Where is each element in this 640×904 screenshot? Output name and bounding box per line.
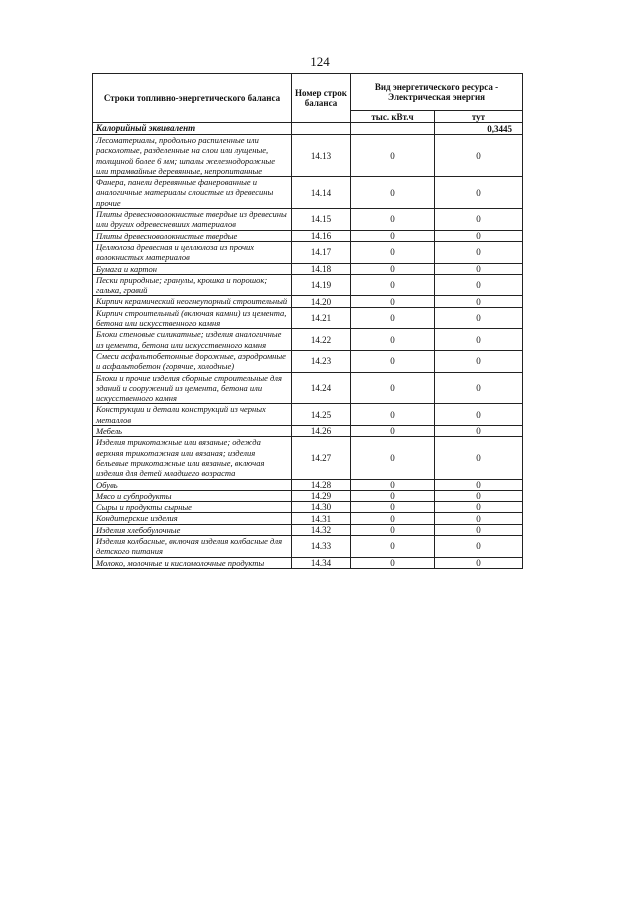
row-code: 14.31 — [292, 513, 351, 524]
table-row — [93, 350, 523, 372]
row-name: Плиты древесноволокнистые твердые — [93, 230, 292, 241]
row-code: 14.25 — [292, 404, 351, 426]
row-name: Сыры и продукты сырные — [93, 502, 292, 513]
row-code: 14.24 — [292, 372, 351, 404]
row-name: Мясо и субпродукты — [93, 490, 292, 501]
table-row — [93, 329, 523, 351]
header-row-name: Строки топливно-энергетического баланса — [93, 74, 292, 123]
table-row — [93, 513, 523, 524]
row-code: 14.16 — [292, 230, 351, 241]
table-row — [93, 274, 523, 296]
row-value-tut: 0 — [435, 479, 523, 490]
row-value-tut: 0 — [435, 372, 523, 404]
table-row — [93, 437, 523, 479]
row-code: 14.33 — [292, 535, 351, 557]
calorific-label: Калорийный эквивалент — [93, 123, 292, 135]
row-name: Кирпич керамический неогнеупорный строительный — [93, 296, 292, 307]
row-value-tut: 0 — [435, 307, 523, 329]
row-value-kwh: 0 — [351, 490, 435, 501]
row-value-tut: 0 — [435, 296, 523, 307]
table-row — [93, 296, 523, 307]
row-code: 14.17 — [292, 241, 351, 263]
table-row — [93, 426, 523, 437]
row-name: Блоки и прочие изделия сборные строительные для зданий и сооружений из цемента, бетона или искусственного камня — [93, 372, 292, 404]
row-value-tut: 0 — [435, 557, 523, 568]
row-code: 14.30 — [292, 502, 351, 513]
row-value-tut: 0 — [435, 513, 523, 524]
row-name: Фанера, панели деревянные фанерованные и аналогичные материалы слоистые из древесины прочие — [93, 177, 292, 209]
row-value-tut: 0 — [435, 426, 523, 437]
calorific-tut: 0,3445 — [435, 123, 523, 135]
row-code: 14.15 — [292, 209, 351, 231]
row-name: Конструкции и детали конструкций из черных металлов — [93, 404, 292, 426]
table-row — [93, 230, 523, 241]
row-value-tut: 0 — [435, 241, 523, 263]
row-name: Обувь — [93, 479, 292, 490]
row-name: Целлюлоза древесная и целлюлоза из прочих волокнистых материалов — [93, 241, 292, 263]
row-code: 14.34 — [292, 557, 351, 568]
row-value-kwh: 0 — [351, 135, 435, 177]
row-name: Изделия хлебобулочные — [93, 524, 292, 535]
row-name: Пески природные; гранулы, крошка и порошок; галька, гравий — [93, 274, 292, 296]
header-unit-tut: тут — [435, 111, 523, 123]
row-code: 14.26 — [292, 426, 351, 437]
row-code: 14.23 — [292, 350, 351, 372]
row-name: Плиты древесноволокнистые твердые из древесины или других одревесневших материалов — [93, 209, 292, 231]
row-value-tut: 0 — [435, 177, 523, 209]
row-name: Блоки стеновые силикатные; изделия аналогичные из цемента, бетона или искусственного камня — [93, 329, 292, 351]
row-value-kwh: 0 — [351, 513, 435, 524]
row-code: 14.29 — [292, 490, 351, 501]
row-value-tut: 0 — [435, 135, 523, 177]
row-code: 14.32 — [292, 524, 351, 535]
row-value-kwh: 0 — [351, 230, 435, 241]
row-code: 14.28 — [292, 479, 351, 490]
row-code: 14.21 — [292, 307, 351, 329]
row-code: 14.22 — [292, 329, 351, 351]
row-value-kwh: 0 — [351, 502, 435, 513]
table-row — [93, 135, 523, 177]
row-value-tut: 0 — [435, 535, 523, 557]
row-value-kwh: 0 — [351, 372, 435, 404]
row-value-kwh: 0 — [351, 263, 435, 274]
table-row — [93, 524, 523, 535]
row-code: 14.20 — [292, 296, 351, 307]
row-value-kwh: 0 — [351, 426, 435, 437]
row-value-tut: 0 — [435, 524, 523, 535]
table-row — [93, 502, 523, 513]
table-row — [93, 535, 523, 557]
table-row — [93, 307, 523, 329]
row-name: Изделия трикотажные или вязаные; одежда верхняя трикотажная или вязаная; изделия бельевые трикотажные или вязаные, включая изделия для детей младшего возраста — [93, 437, 292, 479]
row-value-kwh: 0 — [351, 535, 435, 557]
row-value-kwh: 0 — [351, 209, 435, 231]
row-value-tut: 0 — [435, 230, 523, 241]
row-name: Кондитерские изделия — [93, 513, 292, 524]
row-value-kwh: 0 — [351, 296, 435, 307]
table-row — [93, 263, 523, 274]
row-code: 14.19 — [292, 274, 351, 296]
row-value-kwh: 0 — [351, 329, 435, 351]
row-code: 14.13 — [292, 135, 351, 177]
row-value-tut: 0 — [435, 404, 523, 426]
row-value-kwh: 0 — [351, 557, 435, 568]
energy-balance-table — [92, 73, 523, 569]
row-value-tut: 0 — [435, 274, 523, 296]
table-row — [93, 490, 523, 501]
header-row-code: Номер строк баланса — [292, 74, 351, 123]
table-row — [93, 557, 523, 568]
row-name: Смеси асфальтобетонные дорожные, аэродромные и асфальтобетон (горячие, холодные) — [93, 350, 292, 372]
row-value-tut: 0 — [435, 437, 523, 479]
row-value-tut: 0 — [435, 502, 523, 513]
row-value-tut: 0 — [435, 329, 523, 351]
row-name: Кирпич строительный (включая камни) из цемента, бетона или искусственного камня — [93, 307, 292, 329]
row-value-tut: 0 — [435, 350, 523, 372]
row-value-kwh: 0 — [351, 437, 435, 479]
row-name: Изделия колбасные, включая изделия колбасные для детского питания — [93, 535, 292, 557]
row-name: Бумага и картон — [93, 263, 292, 274]
row-value-kwh: 0 — [351, 177, 435, 209]
row-code: 14.18 — [292, 263, 351, 274]
row-value-kwh: 0 — [351, 274, 435, 296]
table-row — [93, 479, 523, 490]
row-code: 14.27 — [292, 437, 351, 479]
calorific-row — [93, 123, 523, 135]
row-value-tut: 0 — [435, 209, 523, 231]
table-row — [93, 177, 523, 209]
row-value-kwh: 0 — [351, 524, 435, 535]
row-value-kwh: 0 — [351, 350, 435, 372]
row-value-kwh: 0 — [351, 307, 435, 329]
row-code: 14.14 — [292, 177, 351, 209]
table-row — [93, 372, 523, 404]
row-value-tut: 0 — [435, 263, 523, 274]
table-row — [93, 241, 523, 263]
row-value-kwh: 0 — [351, 479, 435, 490]
row-value-tut: 0 — [435, 490, 523, 501]
page-number: 124 — [310, 54, 330, 69]
table-row — [93, 404, 523, 426]
header-resource: Вид энергетического ресурса - Электрическая энергия — [351, 74, 523, 111]
row-name: Молоко, молочные и кисломолочные продукты — [93, 557, 292, 568]
header-unit-kwh: тыс. кВт.ч — [351, 111, 435, 123]
row-value-kwh: 0 — [351, 404, 435, 426]
row-name: Лесоматериалы, продольно распиленные или расколотые, разделенные на слои или лущеные, толщиной более 6 мм; шпалы железнодорожные или трамвайные деревянные, непропитанные — [93, 135, 292, 177]
table-row — [93, 209, 523, 231]
row-value-kwh: 0 — [351, 241, 435, 263]
calorific-kwh — [351, 123, 435, 135]
row-name: Мебель — [93, 426, 292, 437]
calorific-code — [292, 123, 351, 135]
